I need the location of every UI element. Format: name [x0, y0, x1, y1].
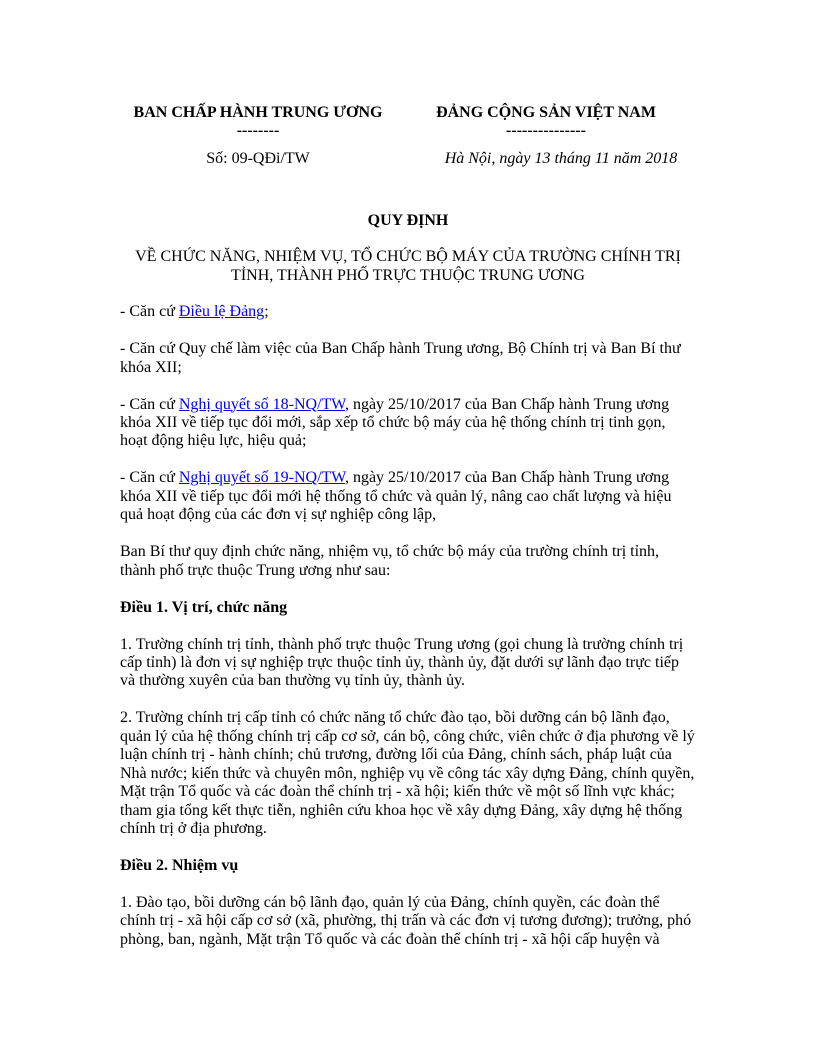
- document-title: QUY ĐỊNH: [367, 212, 449, 229]
- resolution-18-link[interactable]: Nghị quyết số 18-NQ/TW: [178, 395, 345, 413]
- intro-paragraph: Ban Bí thư quy định chức năng, nhiệm vụ, tổ chức bộ máy của trường chính trị tỉnh, thành phố trực thuộc Trung ương như sau:: [120, 543, 660, 579]
- document-subtitle: VỀ CHỨC NĂNG, NHIỆM VỤ, TỔ CHỨC BỘ MÁY CỦA TRƯỜNG CHÍNH TRỊ TỈNH, THÀNH PHỐ TRỰC THUỘC TRUNG ƯƠNG: [135, 248, 681, 284]
- article-1-heading: Điều 1. Vị trí, chức năng: [120, 598, 288, 616]
- basis-item: [120, 396, 696, 451]
- basis-text: - Căn cứ: [120, 303, 179, 321]
- basis-item: [120, 340, 696, 377]
- basis-text: , ngày 25/10/2017 của Ban Chấp hành Trung ương khóa XII về tiếp tục đổi mới, sắp xếp tổ chức bộ máy của hệ thống chính trị tinh gọn, hoạt động hiệu lực, hiệu quả;: [120, 395, 670, 450]
- issuing-body-divider: --------: [236, 122, 280, 140]
- issuing-body: BAN CHẤP HÀNH TRUNG ƯƠNG: [133, 104, 383, 121]
- resolution-19-link[interactable]: Nghị quyết số 19-NQ/TW: [178, 469, 345, 487]
- basis-text: ;: [264, 303, 269, 321]
- basis-item: [120, 303, 696, 321]
- basis-text: - Căn cứ: [120, 395, 179, 413]
- document-date: Hà Nội, ngày 13 tháng 11 năm 2018: [444, 150, 678, 167]
- basis-text: - Căn cứ Quy chế làm việc của Ban Chấp hành Trung ương, Bộ Chính trị và Ban Bí thư khóa XII;: [120, 340, 681, 376]
- basis-item: [120, 469, 696, 524]
- party-charter-link[interactable]: Điều lệ Đảng: [178, 303, 265, 321]
- article-1-clause-2: 2. Trường chính trị cấp tỉnh có chức năng tổ chức đào tạo, bồi dưỡng cán bộ lãnh đạo, quản lý của hệ thống chính trị cấp cơ sở, cán bộ, công chức, viên chức ở địa phương về lý luận chính trị - hành chính; chủ trương, đường lối của Đảng, chính sách, pháp luật của Nhà nước; kiến thức và chuyên môn, nghiệp vụ về công tác xây dựng Đảng, chính quyền, Mặt trận Tổ quốc và các đoàn thể chính trị - xã hội; kiến thức về một số lĩnh vực khác; tham gia tổng kết thực tiễn, nghiên cứu khoa học về xây dựng Đảng, xây dựng hệ thống chính trị ở địa phương.: [120, 709, 695, 837]
- party-name-divider: ---------------: [506, 122, 586, 140]
- document-body: [120, 212, 696, 968]
- header-right: [396, 104, 696, 141]
- party-name: ĐẢNG CỘNG SẢN VIỆT NAM: [436, 104, 656, 121]
- article-1-clause-1: 1. Trường chính trị tỉnh, thành phố trực thuộc Trung ương (gọi chung là trường chính trị cấp tỉnh) là đơn vị sự nghiệp trực thuộc tỉnh ủy, thành ủy, đặt dưới sự lãnh đạo trực tiếp và thường xuyên của ban thường vụ tỉnh ủy, thành ủy.: [120, 635, 684, 690]
- header-left: [120, 104, 396, 141]
- article-2-heading: Điều 2. Nhiệm vụ: [120, 856, 239, 874]
- document-number: Số: 09-QĐi/TW: [206, 150, 310, 167]
- basis-text: , ngày 25/10/2017 của Ban Chấp hành Trung ương khóa XII về tiếp tục đổi mới hệ thống tổ chức và quản lý, nâng cao chất lượng và hiệu quả hoạt động của các đơn vị sự nghiệp công lập,: [120, 469, 672, 524]
- basis-text: - Căn cứ: [120, 469, 179, 487]
- article-2-clause-1: 1. Đào tạo, bồi dưỡng cán bộ lãnh đạo, quản lý của Đảng, chính quyền, các đoàn thể chính trị - xã hội cấp cơ sở (xã, phường, thị trấn và các đơn vị tương đương); trưởng, phó phòng, ban, ngành, Mặt trận Tổ quốc và các đoàn thể chính trị - xã hội cấp huyện và: [120, 893, 692, 948]
